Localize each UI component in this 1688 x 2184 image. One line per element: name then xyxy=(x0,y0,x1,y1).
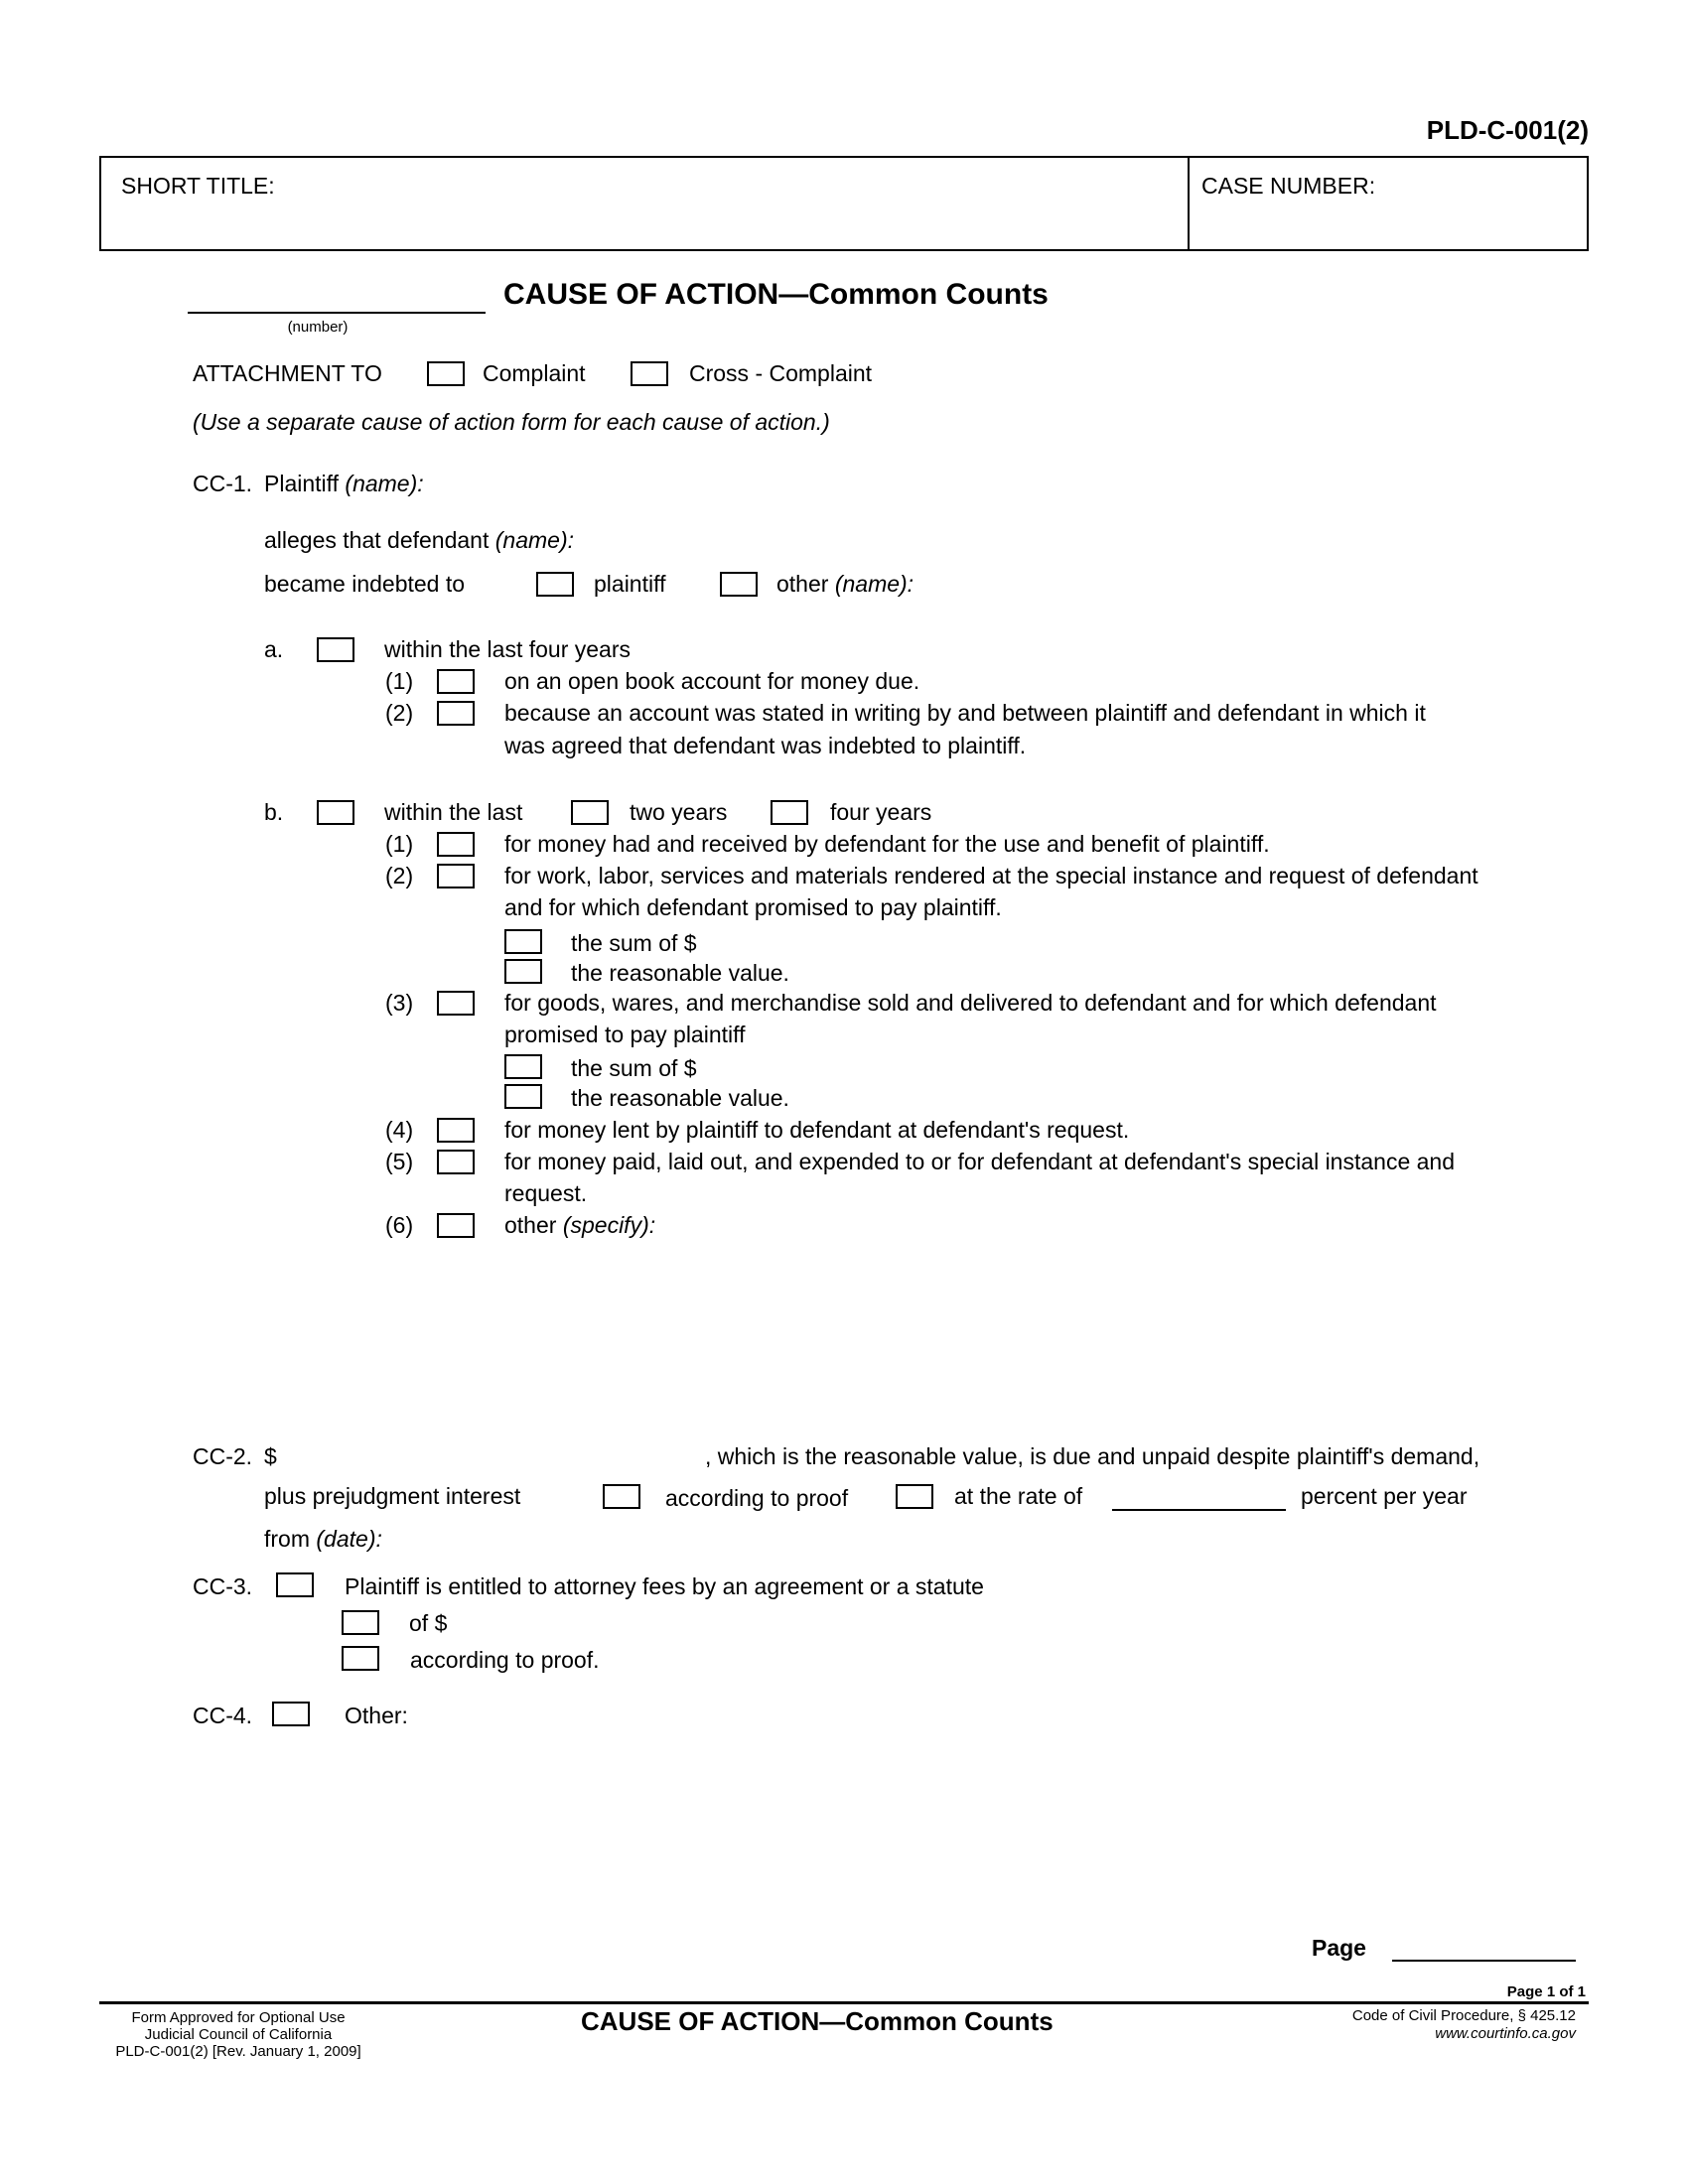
according-to-proof-label: according to proof xyxy=(665,1485,849,1511)
rate-input-line[interactable] xyxy=(1112,1509,1286,1511)
rate-label: at the rate of xyxy=(954,1483,1083,1509)
b4-checkbox[interactable] xyxy=(437,1118,475,1143)
b2-num: (2) xyxy=(385,863,414,888)
b2-sum-label: the sum of $ xyxy=(571,930,697,956)
a2-num: (2) xyxy=(385,700,414,726)
number-caption: (number) xyxy=(287,319,349,336)
b3-line1: for goods, wares, and merchandise sold and delivered to defendant and for which defendant xyxy=(504,990,1437,1016)
b4-text: for money lent by plaintiff to defendant at defendant's request. xyxy=(504,1117,1130,1143)
b3-reasonable-label: the reasonable value. xyxy=(571,1085,789,1111)
attachment-label: ATTACHMENT TO xyxy=(193,360,382,386)
cc3-checkbox[interactable] xyxy=(276,1572,314,1597)
percent-label: percent per year xyxy=(1301,1483,1468,1509)
cc1-indebted: became indebted to xyxy=(264,571,466,597)
item-a-checkbox[interactable] xyxy=(317,637,354,662)
b2-line1: for work, labor, services and materials rendered at the special instance and request of defendant xyxy=(504,863,1478,888)
b2-line2: and for which defendant promised to pay plaintiff. xyxy=(504,894,1002,920)
other-checkbox[interactable] xyxy=(720,572,758,597)
b3-checkbox[interactable] xyxy=(437,991,475,1016)
two-years-label: two years xyxy=(630,799,728,825)
b6-checkbox[interactable] xyxy=(437,1213,475,1238)
footer-left-3: PLD-C-001(2) [Rev. January 1, 2009] xyxy=(115,2043,361,2060)
b3-sum-label: the sum of $ xyxy=(571,1055,697,1081)
page-of: Page 1 of 1 xyxy=(1506,1983,1586,2000)
plaintiff-label: plaintiff xyxy=(594,571,666,597)
page-label: Page xyxy=(1312,1935,1366,1961)
cross-complaint-checkbox[interactable] xyxy=(631,361,668,386)
cause-number-line[interactable] xyxy=(188,312,486,314)
cc1-plaintiff: Plaintiff (name): xyxy=(264,471,424,496)
attachment-note: (Use a separate cause of action form for each cause of action.) xyxy=(193,409,830,435)
cc3-text: Plaintiff is entitled to attorney fees by an agreement or a statute xyxy=(345,1573,984,1599)
cc1-label: CC-1. xyxy=(193,471,253,496)
b1-checkbox[interactable] xyxy=(437,832,475,857)
b5-checkbox[interactable] xyxy=(437,1150,475,1174)
b5-num: (5) xyxy=(385,1149,414,1174)
a2-checkbox[interactable] xyxy=(437,701,475,726)
short-title-label: SHORT TITLE: xyxy=(121,173,275,199)
footer-left-1: Form Approved for Optional Use xyxy=(131,2009,346,2026)
cc2-from: from (date): xyxy=(264,1526,382,1552)
item-a-text: within the last four years xyxy=(384,636,632,662)
cc2-dollar: $ xyxy=(264,1443,277,1469)
four-years-label: four years xyxy=(830,799,932,825)
b6-num: (6) xyxy=(385,1212,414,1238)
cc3-label: CC-3. xyxy=(193,1573,253,1599)
two-years-checkbox[interactable] xyxy=(571,800,609,825)
cc4-checkbox[interactable] xyxy=(272,1702,310,1726)
b2-checkbox[interactable] xyxy=(437,864,475,888)
plaintiff-checkbox[interactable] xyxy=(536,572,574,597)
other-name-label: other (name): xyxy=(776,571,914,597)
item-b-checkbox[interactable] xyxy=(317,800,354,825)
b2-reasonable-checkbox[interactable] xyxy=(504,959,542,984)
item-b-text: within the last xyxy=(384,799,523,825)
b6-text: other (specify): xyxy=(504,1212,656,1238)
cc3-of-label: of $ xyxy=(409,1610,448,1636)
cc2-text: , which is the reasonable value, is due and unpaid despite plaintiff's demand, xyxy=(705,1443,1480,1469)
b3-sum-checkbox[interactable] xyxy=(504,1054,542,1079)
b5-line1: for money paid, laid out, and expended to or for defendant at defendant's special instance and xyxy=(504,1149,1456,1174)
footer-rule xyxy=(99,2001,1589,2004)
a1-num: (1) xyxy=(385,668,414,694)
footer-title: CAUSE OF ACTION—Common Counts xyxy=(581,2006,1054,2036)
b2-reasonable-label: the reasonable value. xyxy=(571,960,789,986)
header-box xyxy=(99,156,1589,251)
four-years-checkbox[interactable] xyxy=(771,800,808,825)
cc2-label: CC-2. xyxy=(193,1443,253,1469)
cc4-text: Other: xyxy=(345,1703,408,1728)
cross-complaint-label: Cross - Complaint xyxy=(689,360,873,386)
footer-right-1: Code of Civil Procedure, § 425.12 xyxy=(1351,2007,1576,2024)
case-number-label: CASE NUMBER: xyxy=(1201,173,1376,199)
b2-sum-checkbox[interactable] xyxy=(504,929,542,954)
a1-checkbox[interactable] xyxy=(437,669,475,694)
footer-right-2[interactable]: www.courtinfo.ca.gov xyxy=(1435,2025,1576,2042)
page-number-line[interactable] xyxy=(1392,1960,1576,1962)
complaint-label: Complaint xyxy=(483,360,586,386)
cc3-proof-checkbox[interactable] xyxy=(342,1646,379,1671)
item-b-label: b. xyxy=(264,799,284,825)
header-divider xyxy=(1188,158,1190,249)
a2-line2: was agreed that defendant was indebted to plaintiff. xyxy=(504,733,1027,758)
cc3-of-checkbox[interactable] xyxy=(342,1610,379,1635)
b4-num: (4) xyxy=(385,1117,414,1143)
b1-text: for money had and received by defendant for the use and benefit of plaintiff. xyxy=(504,831,1270,857)
b3-num: (3) xyxy=(385,990,414,1016)
b1-num: (1) xyxy=(385,831,414,857)
item-a-label: a. xyxy=(264,636,284,662)
according-to-proof-checkbox[interactable] xyxy=(603,1484,640,1509)
a2-line1: because an account was stated in writing by and between plaintiff and defendant in which it xyxy=(504,700,1426,726)
cc2-interest: plus prejudgment interest xyxy=(264,1483,521,1509)
b3-line2: promised to pay plaintiff xyxy=(504,1022,746,1047)
form-number: PLD-C-001(2) xyxy=(1426,115,1589,145)
cc4-label: CC-4. xyxy=(193,1703,253,1728)
b5-line2: request. xyxy=(504,1180,588,1206)
cc3-proof-label: according to proof. xyxy=(410,1647,600,1673)
rate-checkbox[interactable] xyxy=(896,1484,933,1509)
footer-left-2: Judicial Council of California xyxy=(144,2026,333,2043)
b3-reasonable-checkbox[interactable] xyxy=(504,1084,542,1109)
complaint-checkbox[interactable] xyxy=(427,361,465,386)
form-title: CAUSE OF ACTION—Common Counts xyxy=(503,278,1049,311)
a1-text: on an open book account for money due. xyxy=(504,668,920,694)
cc1-alleges: alleges that defendant (name): xyxy=(264,527,574,553)
